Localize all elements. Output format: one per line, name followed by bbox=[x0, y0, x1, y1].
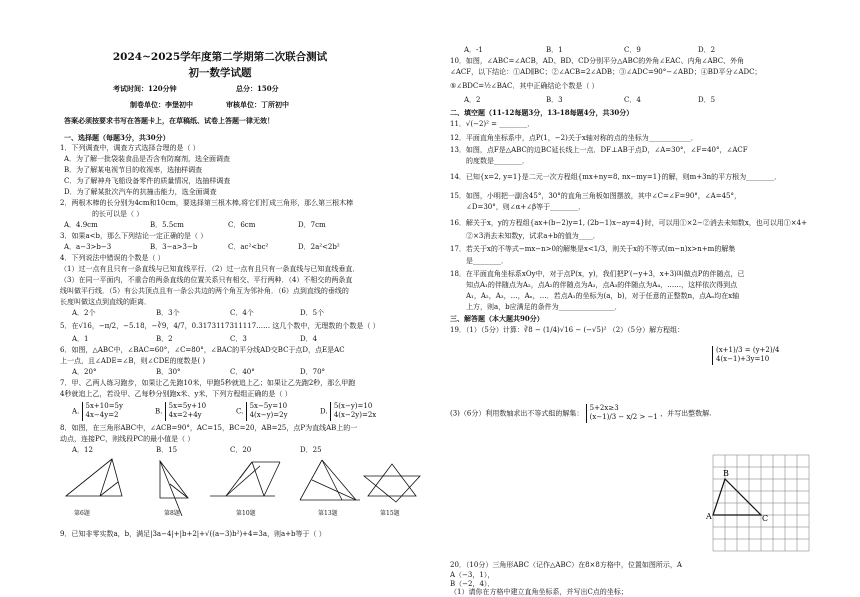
q2-opt-a: A．4.9cm bbox=[64, 221, 98, 229]
q6-opt-a: A．20° bbox=[72, 368, 97, 376]
q11: 11．√(−2)² = ________． bbox=[450, 120, 535, 128]
exam-time: 考试时间：120分钟 bbox=[113, 84, 177, 93]
q3: 3．如果a<b，那么下列结论一定正确的是（ ） bbox=[60, 232, 208, 240]
q3-opt-d: D．2a²<2b² bbox=[298, 243, 340, 251]
q8-cont: 动点，连接PC，则线段PC的最小值是（ ） bbox=[60, 435, 195, 443]
fig15-caption: 第15题 bbox=[380, 510, 400, 517]
q16: 16．解关于x，y的方程组{ax+(b−2)y=1, (2b−1)x−ay=4}时，可以用①×2−②消去未知数x，也可以用①×4+ bbox=[450, 219, 807, 227]
q4-line2: （3）在同一平面内，不重合的两条直线的位置关系只有相交、平行两种．（4）不相交的两条直 bbox=[60, 276, 353, 284]
q3-opt-c: C．ac²<bc² bbox=[228, 243, 269, 251]
coordinate-grid bbox=[706, 455, 809, 551]
figures-row bbox=[60, 456, 425, 518]
q19-ineq1: 5+2x≥3 bbox=[589, 404, 619, 412]
q13-cont: 的度数是________． bbox=[466, 157, 529, 165]
q4-opt-d: D．5个 bbox=[300, 309, 325, 317]
q18-cont1: 知点A₁的伴随点为A₂，点A₂的伴随点为A₃，点A₃的伴随点为A₄，……，这样依次得到点 bbox=[466, 281, 738, 289]
q19: 19．（1）（5分）计算：∛8 − (1/4)√16 − (−√5)² （2）（5分）解方程组： bbox=[450, 326, 685, 334]
grid-label-b: B bbox=[723, 469, 729, 478]
q17-cont: 是________． bbox=[466, 257, 508, 265]
q7-opt-c-label: C. bbox=[236, 407, 244, 416]
grid-label-c: C bbox=[762, 514, 769, 523]
q19-part3 bbox=[450, 404, 815, 423]
grid-label-a: A bbox=[706, 512, 712, 521]
q10-opt-b: B．3 bbox=[546, 96, 563, 104]
q5-opt-c: C．3 bbox=[230, 335, 247, 343]
q7-opt-a bbox=[72, 402, 123, 421]
q18-cont2: A₁，A₂，A₃，…，Aₙ，…．若点A₁的坐标为(a，b)，对于任意的正整数n，点Aₙ均在x轴 bbox=[466, 292, 740, 300]
q8-opt-a: A．12 bbox=[72, 446, 93, 454]
exam-unit: 制卷单位：李堡初中 bbox=[130, 100, 193, 109]
q4-line3: 线叫做平行线．（5）有公共顶点且有一条公共边的两个角互为邻补角．（6）点到直线的垂线的 bbox=[60, 287, 349, 295]
q9-opt-a: A．-1 bbox=[464, 46, 483, 54]
q7-opt-d-label: D. bbox=[320, 407, 328, 416]
q14: 14．已知{x=2, y=1}是二元一次方程组{mx+ny=8, nx−my=1}的解，则m+3n的平方根为________． bbox=[450, 173, 782, 181]
exam-score: 总分：150分 bbox=[236, 84, 279, 93]
q1-b: B．为了解某电视节目的收视率，选抽样调查 bbox=[64, 166, 203, 174]
q4-opt-a: A．2个 bbox=[72, 309, 96, 317]
q8-opt-c: C．20 bbox=[230, 446, 252, 454]
q8-opt-d: D．25 bbox=[300, 446, 322, 454]
q7-opt-a-label: A. bbox=[72, 407, 80, 416]
q7-c-eq2: 4(x−y)=2y bbox=[249, 411, 288, 420]
section-choice: 一、选择题（每题3分，共30分） bbox=[64, 133, 170, 142]
q9-opt-c: C．9 bbox=[624, 46, 641, 54]
exam-subtitle: 初一数学试题 bbox=[188, 67, 252, 79]
q1-c: C．为了解神舟飞船设备零件的质量情况，选抽样调查 bbox=[64, 177, 231, 185]
q9-opt-d: D．2 bbox=[698, 46, 716, 54]
q7-a-eq1: 5x+10=5y bbox=[85, 402, 123, 410]
figure-15 bbox=[364, 464, 420, 502]
q12: 12．平面直角坐标系中，点P(1，−2)关于x轴对称的点的坐标为____________． bbox=[450, 134, 698, 142]
q8-opt-b: B．15 bbox=[156, 446, 178, 454]
q2-cont: 的长可以是（ ） bbox=[92, 210, 144, 218]
q7-d-eq2: 4(x−2y)=2x bbox=[333, 411, 377, 420]
figure-13 bbox=[300, 460, 360, 500]
q19-ineq2: (x−1)/3 − x/2 > −1 bbox=[589, 413, 658, 422]
q2: 2．两根木棒的长分别为4cm和10cm，要选择第三根木棒,将它们钉成三角形，那么第三根木棒 bbox=[60, 199, 354, 207]
q10-opt-d: D．5 bbox=[698, 96, 716, 104]
q6-opt-d: D．70° bbox=[300, 368, 326, 376]
q1-d: D．为了解某批次汽车的抗撞击能力，选全面调查 bbox=[64, 188, 217, 196]
figure-6 bbox=[66, 459, 122, 496]
q16-cont: ②×3消去未知数y，试求a+b的值为____． bbox=[466, 232, 600, 240]
q1-a: A．为了解一批袋装食品是否含有防腐剂，选全面调查 bbox=[64, 155, 231, 163]
q19-part3-label: (3)（6分）利用数轴求出不等式组的解集： bbox=[450, 409, 584, 418]
q4-line1: （1）过一点有且只有一条直线与已知直线平行．（2）过一点有且只有一条直线与已知直线垂直． bbox=[60, 265, 360, 273]
q20-part1: （1）请你在方格中建立直角坐标系，并写出C点的坐标； bbox=[450, 588, 628, 596]
q19-system bbox=[712, 346, 779, 365]
q5-opt-d: D．4 bbox=[300, 335, 318, 343]
exam-title: 2024~2025学年度第二学期第二次联合测试 bbox=[112, 51, 328, 63]
section-answer: 三、解答题（本大题共90分） bbox=[450, 314, 544, 323]
q20-b: B（−2，4）． bbox=[450, 580, 495, 588]
q5-opt-b: B．2 bbox=[156, 335, 173, 343]
q7-opt-b bbox=[155, 402, 206, 421]
q4: 4．下列说法中错误的个数是（ ） bbox=[60, 254, 165, 262]
q2-opt-b: B．5.5cm bbox=[150, 221, 184, 229]
q2-opt-d: D．7cm bbox=[298, 221, 326, 229]
q20-a: A（−3，1）， bbox=[450, 571, 495, 579]
q2-opt-c: C．6cm bbox=[228, 221, 256, 229]
q15: 15．如图，小明把一副含45°，30°的直角三角板如图摆放，其中∠C=∠F=90°，∠A=45°， bbox=[450, 192, 741, 200]
q10-opt-c: C．4 bbox=[624, 96, 641, 104]
q7-a-eq2: 4x−4y=2 bbox=[85, 411, 119, 420]
figure-8 bbox=[160, 461, 188, 516]
section-fill: 二、填空题（11-12每题3分，13-18每题4分，共30分） bbox=[450, 108, 634, 117]
q17: 17．若关于x的不等式−mx−n>0的解集是x<1/3，则关于x的不等式(m−n)x>n+m的解集 bbox=[450, 245, 736, 253]
q19-system-eq2: 4(x−1)+3y=10 bbox=[716, 355, 770, 364]
q4-line4: 长度叫做这点到直线的距离． bbox=[60, 298, 151, 306]
q7-opt-c bbox=[236, 402, 288, 421]
q8: 8．如图，在三角形ABC中，∠ACB=90°，AC=15，BC=20，AB=25，点P为直线AB上的一 bbox=[60, 424, 358, 432]
q7-c-eq1: 5x−5y=10 bbox=[249, 402, 288, 410]
figure-10 bbox=[210, 462, 280, 496]
exam-review: 审核单位：丁所初中 bbox=[226, 100, 289, 109]
q7-d-eq1: 5(x−y)=10 bbox=[333, 402, 373, 410]
q5-opt-a: A．1 bbox=[72, 335, 89, 343]
q4-opt-b: B．3个 bbox=[156, 309, 180, 317]
q7-b-eq2: 4x=2+4y bbox=[168, 411, 202, 420]
q7-opt-b-label: B. bbox=[155, 407, 163, 416]
q7-opt-d bbox=[320, 402, 376, 421]
q9-opt-b: B．1 bbox=[546, 46, 563, 54]
q15-cont: ∠D=30°，则∠α+∠β等于________． bbox=[466, 203, 586, 211]
q10: 10．如图，∠ABC=∠ACB，AD、BD、CD分别平分△ABC的外角∠EAC、内角∠ABC、外角 bbox=[450, 57, 745, 65]
q13: 13．如图，点F是△ABC的边BC延长线上一点．DF⊥AB于点D，∠A=30°，∠F=40°，∠ACF bbox=[450, 146, 748, 154]
q5: 5．在√16，−π/2，−5.18，−∛9，4/7，0.3173117311117…… 这几个数中，无理数的个数是（ ） bbox=[60, 322, 380, 330]
left-column bbox=[60, 0, 425, 595]
q10-cont2: ⑤∠BDC=½∠BAC．其中正确结论个数是（ ） bbox=[450, 82, 599, 90]
q10-cont: ∠ACF，以下结论：①AD∥BC；②∠ACB=2∠ADB；③∠ADC=90°−∠ABD；④BD平分∠ADC； bbox=[450, 68, 762, 76]
q18-cont3: 上方，则a，b应满足的条件为________________． bbox=[466, 303, 622, 311]
fig13-caption: 第13题 bbox=[318, 510, 338, 517]
q6-cont: 上一点，且∠ADE=∠B，则∠CDE的度数是( ) bbox=[60, 357, 206, 365]
fig10-caption: 第10题 bbox=[236, 510, 256, 517]
q20: 20．（10分）三角形ABC（记作△ABC）在8×8方格中，位置如图所示，A bbox=[450, 561, 682, 569]
q6: 6．如图，△ABC中，∠BAC=60°，∠C=80°，∠BAC的平分线AD交BC于点D，点E是AC bbox=[60, 346, 345, 354]
q3-opt-a: A．a−3>b−3 bbox=[64, 243, 112, 251]
q1: 1．下列调查中，调查方式选择合理的是（ ） bbox=[60, 144, 200, 152]
q7-b-eq1: 5x=5y+10 bbox=[168, 402, 207, 410]
q18: 18．在平面直角坐标系xOy中，对于点P(x，y)，我们把P′(−y+3，x+3)叫做点P的伴随点，已 bbox=[450, 270, 745, 278]
q6-opt-c: C．40° bbox=[230, 368, 255, 376]
q7: 7．甲、乙两人练习跑步，如果让乙先跑10米，甲跑5秒就追上乙；如果让乙先跑2秒，那么甲跑 bbox=[60, 379, 356, 387]
q19-part3-end: ，并写出整数解. bbox=[660, 409, 712, 418]
q10-opt-a: A．2 bbox=[464, 96, 481, 104]
q9: 9．已知非零实数a，b，满足|3a−4|+|b+2|+√((a−3)b²)+4=3a，则a+b等于（ ） bbox=[60, 530, 326, 538]
q19-system-eq1: (x+1)/3 = (y+2)/4 bbox=[716, 346, 780, 354]
exam-notice: 答案必须按要求书写在答题卡上，在草稿纸、试卷上答题一律无效！ bbox=[64, 116, 274, 125]
fig6-caption: 第6题 bbox=[74, 510, 90, 517]
q6-opt-b: B．30° bbox=[156, 368, 181, 376]
q4-opt-c: C．4个 bbox=[230, 309, 254, 317]
right-column bbox=[450, 0, 815, 595]
fig8-caption: 第8题 bbox=[164, 510, 180, 517]
q7-cont: 4秒就追上乙，若设甲、乙每秒分别跑x米、y米，下列方程组正确的是（ ） bbox=[60, 390, 292, 398]
q3-opt-b: B．3−a>3−b bbox=[150, 243, 198, 251]
